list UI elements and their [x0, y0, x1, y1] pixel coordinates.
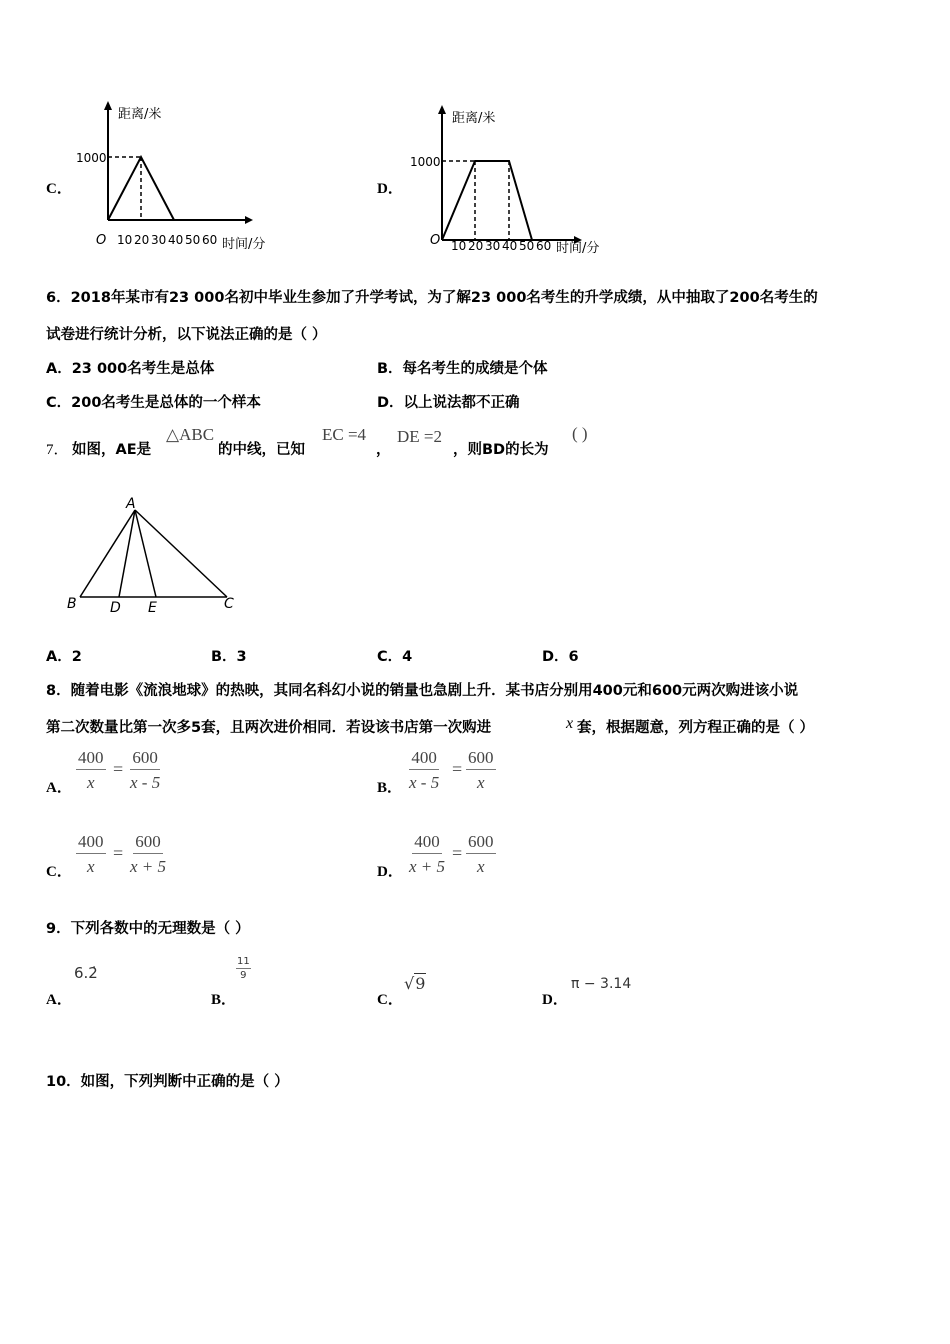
q8-option-c-label[interactable]: C．	[46, 864, 72, 880]
q8-option-a-label[interactable]: A．	[46, 780, 72, 796]
vertex-c: C	[224, 596, 234, 612]
x-tick: 10	[117, 233, 133, 247]
vertex-b: B	[67, 596, 77, 612]
q7-text-3: ，则BD的长为	[453, 442, 549, 458]
x-axis-label: 时间/分	[222, 237, 266, 252]
q9-option-d-label[interactable]: D．	[542, 992, 568, 1008]
q6-option-c[interactable]: C．200名考生是总体的一个样本	[46, 395, 261, 411]
q6-option-d[interactable]: D．以上说法都不正确	[377, 395, 520, 411]
x-tick: 30	[485, 239, 501, 253]
q8-stem-line2b: 套，根据题意，列方程正确的是（ ）	[577, 720, 815, 736]
y-tick-1000: 1000	[410, 155, 441, 169]
q8-option-c-frac-right: $\frac{600}{x + 5}$	[130, 832, 167, 876]
vertex-d: D	[110, 600, 121, 616]
x-tick: 50	[185, 233, 201, 247]
x-tick: 60	[536, 239, 552, 253]
q8-option-b-equals: =	[452, 759, 463, 779]
q6-stem-line1: 6．2018年某市有23 000名初中毕业生参加了升学考试，为了解23 000名考生的升学成绩，从中抽取了200名考生的	[46, 290, 818, 306]
q9-option-b-label[interactable]: B．	[211, 992, 237, 1008]
q8-option-b-frac-right: $\frac{600}{x}$	[468, 748, 494, 792]
q7-triangle-abc: △ABC	[166, 425, 215, 444]
q7-number: 7．	[46, 442, 69, 458]
origin-label: O	[96, 233, 107, 248]
q9-option-b-fraction: $\frac{11}{9}$	[237, 956, 250, 981]
x-tick: 30	[151, 233, 167, 247]
q8-option-b-label[interactable]: B．	[377, 780, 403, 796]
q5-option-d-label: D．	[377, 181, 403, 197]
q7-text-1: 如图，AE是	[72, 442, 152, 458]
q8-stem-line1: 8．随着电影《流浪地球》的热映，其同名科幻小说的销量也急剧上升．某书店分别用400元和600元两次购进该小说	[46, 683, 799, 699]
q8-stem-line2a: 第二次数量比第一次多5套，且两次进价相同．若设该书店第一次购进	[46, 720, 492, 736]
q8-option-d-frac-left: $\frac{400}{x + 5}$	[409, 832, 446, 876]
q10-stem: 10．如图，下列判断中正确的是（ ）	[46, 1074, 289, 1090]
q8-option-b-frac-left: $\frac{400}{x - 5}$	[409, 748, 440, 792]
q5-option-c-label: C．	[46, 181, 72, 197]
q9-option-d-value: π − 3.14	[571, 976, 632, 992]
q7-option-a[interactable]: A．2	[46, 649, 82, 665]
x-tick: 60	[202, 233, 218, 247]
q7-option-b[interactable]: B．3	[211, 649, 247, 665]
q8-option-d-frac-right: $\frac{600}{x}$	[468, 832, 494, 876]
q6-option-a[interactable]: A．23 000名考生是总体	[46, 361, 215, 377]
x-tick: 10	[451, 239, 467, 253]
q7-option-d[interactable]: D．6	[542, 649, 579, 665]
q8-variable-x: x	[566, 715, 574, 732]
x-tick: 50	[519, 239, 535, 253]
q8-option-d-label[interactable]: D．	[377, 864, 403, 880]
q7-ec: EC =4	[322, 425, 367, 444]
q9-option-c-radical: √9	[404, 974, 426, 993]
vertex-e: E	[148, 600, 157, 616]
origin-label: O	[430, 233, 441, 248]
q8-option-d-equals: =	[452, 843, 463, 863]
q7-text-2: 的中线，已知	[218, 442, 305, 458]
q9-option-c-label[interactable]: C．	[377, 992, 403, 1008]
q9-option-a-label[interactable]: A．	[46, 992, 72, 1008]
q8-option-a-equals: =	[113, 759, 124, 779]
q5-graph-c	[76, 96, 280, 256]
q7-triangle-figure	[62, 492, 252, 622]
q9-option-a-value: 6.2̇	[74, 964, 98, 982]
y-tick-1000: 1000	[76, 151, 107, 165]
q6-option-b[interactable]: B．每名考生的成绩是个体	[377, 361, 548, 377]
x-tick: 40	[168, 233, 184, 247]
q6-stem-line2: 试卷进行统计分析，以下说法正确的是（ ）	[46, 327, 327, 343]
q7-comma: ，	[376, 442, 391, 458]
q7-de: DE =2	[397, 427, 442, 446]
y-axis-label: 距离/米	[118, 107, 162, 122]
x-axis-label: 时间/分	[556, 241, 600, 256]
q8-option-c-frac-left: $\frac{400}{x}$	[78, 832, 104, 876]
q8-option-a-frac-right: $\frac{600}{x - 5}$	[130, 748, 161, 792]
q8-option-a-frac-left: $\frac{400}{x}$	[78, 748, 104, 792]
q7-option-c[interactable]: C．4	[377, 649, 413, 665]
q5-graph-d	[410, 100, 614, 260]
x-tick: 20	[134, 233, 150, 247]
vertex-a: A	[126, 496, 136, 512]
q9-stem: 9．下列各数中的无理数是（ ）	[46, 921, 250, 937]
y-axis-label: 距离/米	[452, 111, 496, 126]
x-tick: 40	[502, 239, 518, 253]
q7-answer-paren: ( )	[572, 424, 588, 443]
sqrt-icon: √	[404, 974, 415, 993]
q8-option-c-equals: =	[113, 843, 124, 863]
x-tick: 20	[468, 239, 484, 253]
